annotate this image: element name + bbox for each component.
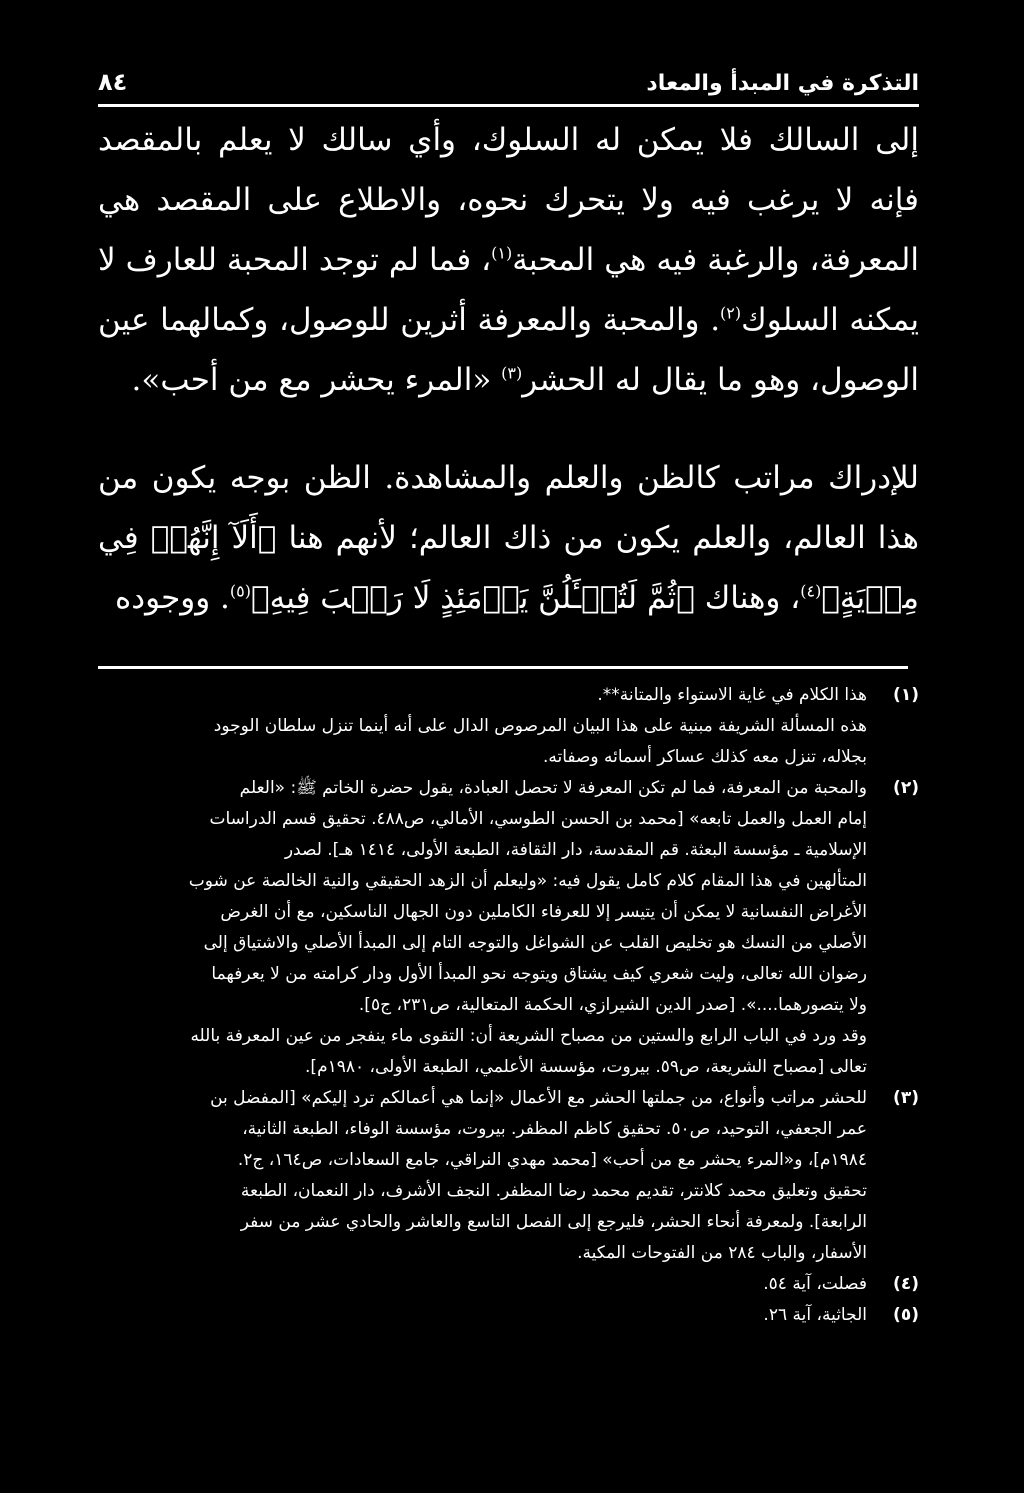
footnote-line: تحقيق وتعليق محمد كلانتر، تقديم محمد رضا المظفر. النجف الأشرف، دار النعمان، الطبعة	[240, 1181, 867, 1201]
running-title: التذكرة في المبدأ والمعاد	[646, 71, 919, 96]
footnote-3	[98, 1083, 919, 1269]
footnote-line: ولا يتصورهما....». [صدر الدين الشيرازي، الحكمة المتعالية، ص٢٣١، ج٥].	[358, 995, 867, 1015]
footnote-number: (٤)	[893, 1274, 919, 1294]
footnote-line: الإسلامية ـ مؤسسة البعثة. قم المقدسة، دار الثقافة، الطبعة الأولى، ١٤١٤ هـ]. لصدر	[284, 840, 867, 860]
footnote-1	[98, 680, 919, 773]
footnote-line: فصلت، آية ٥٤.	[763, 1274, 867, 1294]
footnote-line: رضوان الله تعالى، وليت شعري كيف يشتاق ويتوجه نحو المبدأ الأول ودار كرامته من لا يعرفهما	[211, 964, 867, 984]
footnote-line: الأغراض النفسانية لا يمكن أن يتيسر إلا للعرفاء الكاملين دون الجهال الناسكين، مع أن الغرض	[220, 902, 867, 922]
footnote-ref-1: (١)	[491, 243, 513, 263]
footnote-separator	[98, 666, 908, 669]
paragraph-2	[98, 448, 919, 628]
page-header	[98, 60, 919, 107]
footnote-number: (٢)	[893, 778, 919, 798]
footnote-text	[98, 680, 867, 773]
paragraph-1-text-a: إلى السالك فلا يمكن له السلوك، وأي سالك لا يعلم بالمقصد فإنه لا يرغب فيه ولا يتحرك نحوه، والاطلاع على المقصد هي المعرفة، والرغبة فيه هي المحبة	[98, 122, 919, 278]
quran-verse-1: ﴿أَلَآ إِنَّهُمۡ فِي مِرۡيَةٍ﴾	[98, 520, 919, 616]
footnote-line: وقد ورد في الباب الرابع والستين من مصباح الشريعة أن: التقوى ماء ينفجر من عين المعرفة بالله	[190, 1026, 867, 1046]
footnote-text	[98, 1300, 867, 1331]
footnote-line: والمحبة من المعرفة، فما لم تكن المعرفة لا تحصل العبادة، يقول حضرة الخاتم ﷺ: «العلم	[239, 778, 867, 798]
footnote-text	[98, 773, 867, 1083]
paragraph-1-text-c: . والمحبة والمعرفة أثرين للوصول، وكمالهما عين الوصول، وهو ما يقال له الحشر	[98, 302, 919, 398]
footnote-line: تعالى [مصباح الشريعة، ص٥٩. بيروت، مؤسسة الأعلمي، الطبعة الأولى، ١٩٨٠م].	[305, 1057, 867, 1077]
footnote-ref-2: (٢)	[720, 303, 742, 323]
paragraph-1	[98, 110, 919, 410]
footnote-line: الرابعة]. ولمعرفة أنحاء الحشر، فليرجع إلى الفصل التاسع والعاشر والحادي عشر من سفر	[240, 1212, 867, 1232]
main-text	[98, 110, 919, 628]
footnote-number: (١)	[893, 685, 919, 705]
footnote-line: هذا الكلام في غاية الاستواء والمتانة**.	[597, 685, 867, 705]
footnote-line: إمام العمل والعمل تابعه» [محمد بن الحسن الطوسي، الأمالي، ص٤٨٨. تحقيق قسم الدراسات	[209, 809, 867, 829]
paragraph-1-text-b: ، فما لم توجد المحبة للعارف لا يمكنه السلوك	[98, 242, 919, 338]
paragraph-2-text-b: ، وهناك	[694, 580, 801, 616]
footnote-line: المتألهين في هذا المقام كلام كامل يقول فيه: «وليعلم أن الزهد الحقيقي والنية الخالصة عن شوب	[188, 871, 867, 891]
footnote-text	[98, 1083, 867, 1269]
paragraph-1-text-d: «المرء يحشر مع من أحب».	[131, 362, 502, 398]
footnote-ref-3: (٣)	[501, 363, 523, 383]
footnote-line: الأصلي من النسك هو تخليص القلب عن الشواغل والتوجه التام إلى المبدأ الأصلي والاشتياق إلى	[203, 933, 867, 953]
footnote-2	[98, 773, 919, 1083]
footnote-4	[98, 1269, 919, 1300]
paragraph-2-text-c: . ووجوده	[115, 580, 230, 616]
footnote-line: عمر الجعفي، التوحيد، ص٥٠. تحقيق كاظم المظفر. بيروت، مؤسسة الوفاء، الطبعة الثانية،	[242, 1119, 867, 1139]
footnote-number: (٣)	[893, 1088, 919, 1108]
footnote-line: الجاثية، آية ٢٦.	[763, 1305, 867, 1325]
footnote-number: (٥)	[893, 1305, 919, 1325]
footnotes	[98, 680, 919, 1331]
footnote-line: ١٩٨٤م]، و«المرء يحشر مع من أحب» [محمد مهدي النراقي، جامع السعادات، ص١٦٤، ج٢.	[237, 1150, 867, 1170]
footnote-line: للحشر مراتب وأنواع، من جملتها الحشر مع الأعمال «إنما هي أعمالكم ترد إليكم» [المفضل بن	[210, 1088, 867, 1108]
paragraph-2-text-a: للإدراك مراتب كالظن والعلم والمشاهدة. الظن بوجه يكون من هذا العالم، والعلم يكون من ذاك العالم؛ لأنهم هنا	[98, 460, 919, 556]
footnote-text	[98, 1269, 867, 1300]
footnote-line: الأسفار، والباب ٢٨٤ من الفتوحات المكية.	[577, 1243, 867, 1263]
footnote-line: بجلاله، تنزل معه كذلك عساكر أسمائه وصفاته.	[542, 747, 867, 767]
footnote-line: هذه المسألة الشريفة مبنية على هذا البيان المرصوص الدال على أنه أينما تنزل سلطان الوجود	[213, 716, 867, 736]
footnote-ref-4: (٤)	[800, 581, 822, 601]
page-number: ٨٤	[98, 68, 128, 96]
quran-verse-2: ﴿ثُمَّ لَتُسۡـَٔلُنَّ يَوۡمَئِذٍ لَا رَيۡبَ فِيهِ﴾	[251, 580, 695, 616]
footnote-ref-5: (٥)	[229, 581, 251, 601]
footnote-5	[98, 1300, 919, 1331]
